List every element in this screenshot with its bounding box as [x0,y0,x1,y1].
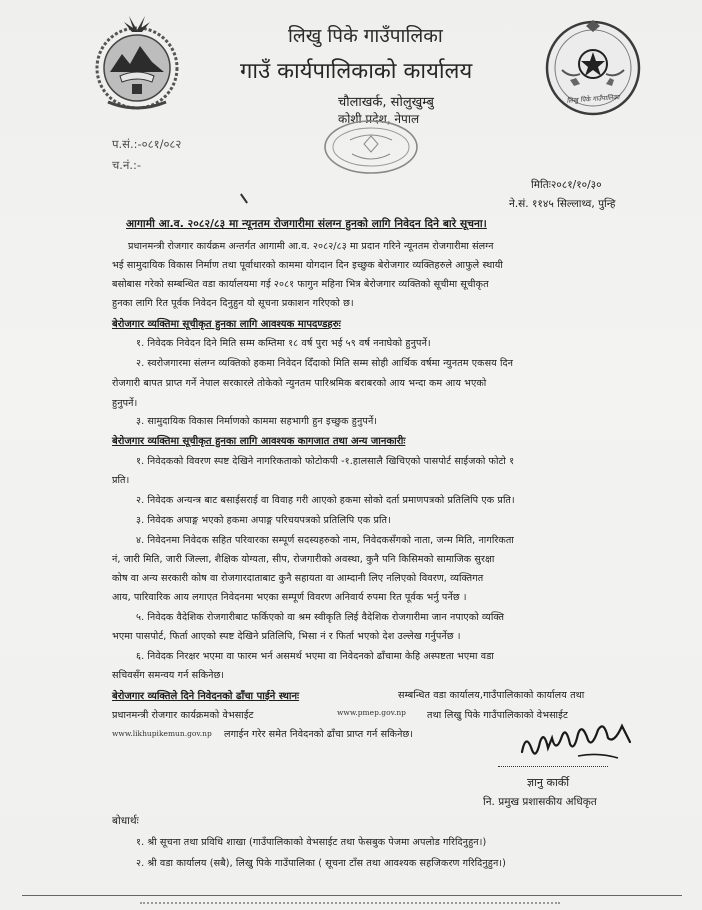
form-source-text: सम्बन्धित वडा कार्यालय,गाउँपालिकाको कार्यालय तथा [398,690,585,701]
intro-line: प्रधानमन्त्री रोजगार कार्यक्रम अन्तर्गत आगामी आ.व. २०८२/८३ मा प्रदान गरिने न्यूनतम रोजगारीमा संलग्न [128,241,494,252]
handwritten-signature-icon [518,712,638,768]
cc-item: २. श्री वडा कार्यालय (सबै), लिखु पिके गाउँपालिका ( सूचना टाँस तथा आवश्यक सहजिकरण गरिदिनुहुन।) [136,858,506,869]
signatory-designation: नि. प्रमुख प्रशासकीय अधिकृत [483,796,597,808]
documents-line: ५. निवेदक वैदेशिक रोजगारीबाट फर्किएको वा श्रम स्वीकृति लिई वैदेशिक रोजगारीमा जान नपाएको व्यक्ति [136,612,505,623]
form-source-text: प्रधानमन्त्री रोजगार कार्यक्रमको वेभसाईट [112,710,254,721]
documents-heading: बेरोजगार व्यक्तिमा सूचीकृत हुनका लागि आवश्यक कागजात तथा अन्य जानकारीः [112,436,406,447]
intro-line: हुनका लागि रित पूर्वक निवेदन दिनुहुन यो सूचना प्रकाशन गरिएको छ। [112,298,354,309]
notice-title: आगामी आ.व. २०८२/८३ मा न्यूनतम रोजगारीमा संलग्न हुनको लागि निवेदन दिने बारे सूचना। [126,218,487,230]
dispatch-number: च.नं.:- [112,158,142,172]
criteria-line: ३. सामुदायिक विकास निर्माणको काममा सहभागी हुन इच्छुक हुनुपर्ने। [136,416,378,427]
footer-faded-text [140,902,560,910]
reference-number: प.सं.:-०८१/०८२ [112,137,182,151]
documents-line: आय, पारिवारिक आय लगाएत निवेदनमा भएका सम्पूर्ण विवरण अनिवार्य रुपमा रित पूर्वक भर्नु पर्नेछ । [112,592,467,603]
documents-line: प्रति। [112,475,130,486]
intro-line: बसोबास गरेको सम्बन्धित वडा कार्यालयमा गई २०८१ फागुन महिना भित्र बेरोजगार व्यक्तिको सूचीमा सूचीकृत [112,279,489,290]
documents-line: नं, जारी मिति, जारी जिल्ला, शैक्षिक योग्यता, सीप, रोजगारीको अवस्था, कुनै पनि किसिमको सामाजिक सुरक्षा [112,554,495,565]
address-line-1: चौलाखर्क, सोलुखुम्बु [338,95,434,110]
intro-line: भई सामुदायिक विकास निर्माण तथा पूर्वाधारको काममा योगदान दिन इच्छुक बेरोजगार व्यक्तिहरुले आफुले स्थायी [112,260,503,271]
address-line-2: कोशी प्रदेश, नेपाल [338,112,420,126]
tick-mark-icon [240,193,248,203]
documents-line: ६. निवेदक निरक्षर भएमा वा फारम भर्न असमर्थ भएमा वा निवेदनको ढाँचामा केहि अस्पष्टता भएमा वडा [136,651,494,662]
criteria-line: १. निवेदक निवेदन दिने मिति सम्म कम्तिमा १८ वर्ष पुरा भई ५९ वर्ष ननाघेको हुनुपर्ने। [136,338,431,349]
nepal-emblem-icon [92,10,182,118]
documents-line: भएमा पासपोर्ट, फिर्ता आएको स्पष्ट देखिने प्रतिलिपि, भिसा नं र फिर्ता भएको देश उल्लेख गर्नुपर्नेछ । [112,631,461,642]
form-source-text: लगाईन गरेर समेत निवेदनको ढाँचा प्राप्त गर्न सकिनेछ। [224,729,414,740]
logo-caption: लिखु पिके गाउँपालिका [566,93,620,105]
cc-heading: बोधार्थः [112,815,139,827]
criteria-line: २. स्वरोजगारमा संलग्न व्यक्तिको हकमा निवेदन दिँदाको मिति सम्म सोही आर्थिक वर्षमा न्युनतम एकसय दिन [136,358,514,369]
form-source-text: तथा लिखु पिके गाउँपालिकाको वेभसाईट [427,710,568,721]
signatory-name: ज्ञानु कार्की [527,776,570,789]
criteria-heading: बेरोजगार व्यक्तिमा सूचीकृत हुनका लागि आवश्यक मापदण्डहरुः [112,319,341,330]
nepal-sambat-date: ने.सं. ११४५ सिल्लाथ्व, पुन्हि [509,198,616,210]
criteria-line: रोजगारी बापत प्राप्त गर्ने नेपाल सरकारले तोकेको न्युनतम पारिश्रमिक बराबरको आय भन्दा कम आय भएको [112,378,487,389]
office-name: गाउँ कार्यपालिकाको कार्यालय [240,59,473,84]
palika-name: लिखु पिके गाउँपालिका [288,25,443,47]
cc-item: १. श्री सूचना तथा प्रविधि शाखा (गाउँपालिकाको वेभसाईट तथा फेसबुक पेजमा अपलोड गरिदिनुहुन।) [136,837,487,848]
documents-line: कोष वा अन्य सरकारी कोष वा रोजगारदाताबाट कुनै सहायता वा आम्दानी लिए नलिएको विवरण, व्यक्तिगत [112,573,484,584]
documents-line: ३. निवेदक अपाङ्ग भएको हकमा अपाङ्ग परिचयपत्रको प्रतिलिपि एक प्रति। [136,515,391,526]
signature-dots [498,766,608,767]
municipality-logo-icon [540,18,646,118]
documents-line: २. निवेदक अन्यन्त्र बाट बसाईसराई वा विवाह गरी आएको हकमा सोको दर्ता प्रमाणपत्रको प्रतिलिपि एक प्रति। [136,495,515,506]
criteria-line: हुनुपर्ने। [112,398,138,409]
pmep-website-link[interactable]: www.pmep.gov.np [337,708,406,717]
form-source-heading: बेरोजगार व्यक्तिले दिने निवेदनको ढाँचा पाईने स्थानः [112,691,300,702]
documents-line: ४. निवेदनमा निवेदक सहित परिवारका सम्पूर्ण सदस्यहरुको नाम, निवेदकसँगको नाता, जन्म मिति, नागरिकता [136,535,514,546]
documents-line: १. निवेदकको विवरण स्पष्ट देखिने नागरिकताको फोटोकपी -१.हालसालै खिचिएको पासपोर्ट साईजको फोटो १ [136,456,515,467]
office-stamp-icon [322,118,420,176]
documents-line: सचिवसँग समन्वय गर्न सकिनेछ। [112,670,225,681]
footer-divider [22,895,682,896]
notice-date: मितिः२०८१/१०/३० [531,179,602,191]
municipality-website-link[interactable]: www.likhupikemun.gov.np [112,729,212,738]
